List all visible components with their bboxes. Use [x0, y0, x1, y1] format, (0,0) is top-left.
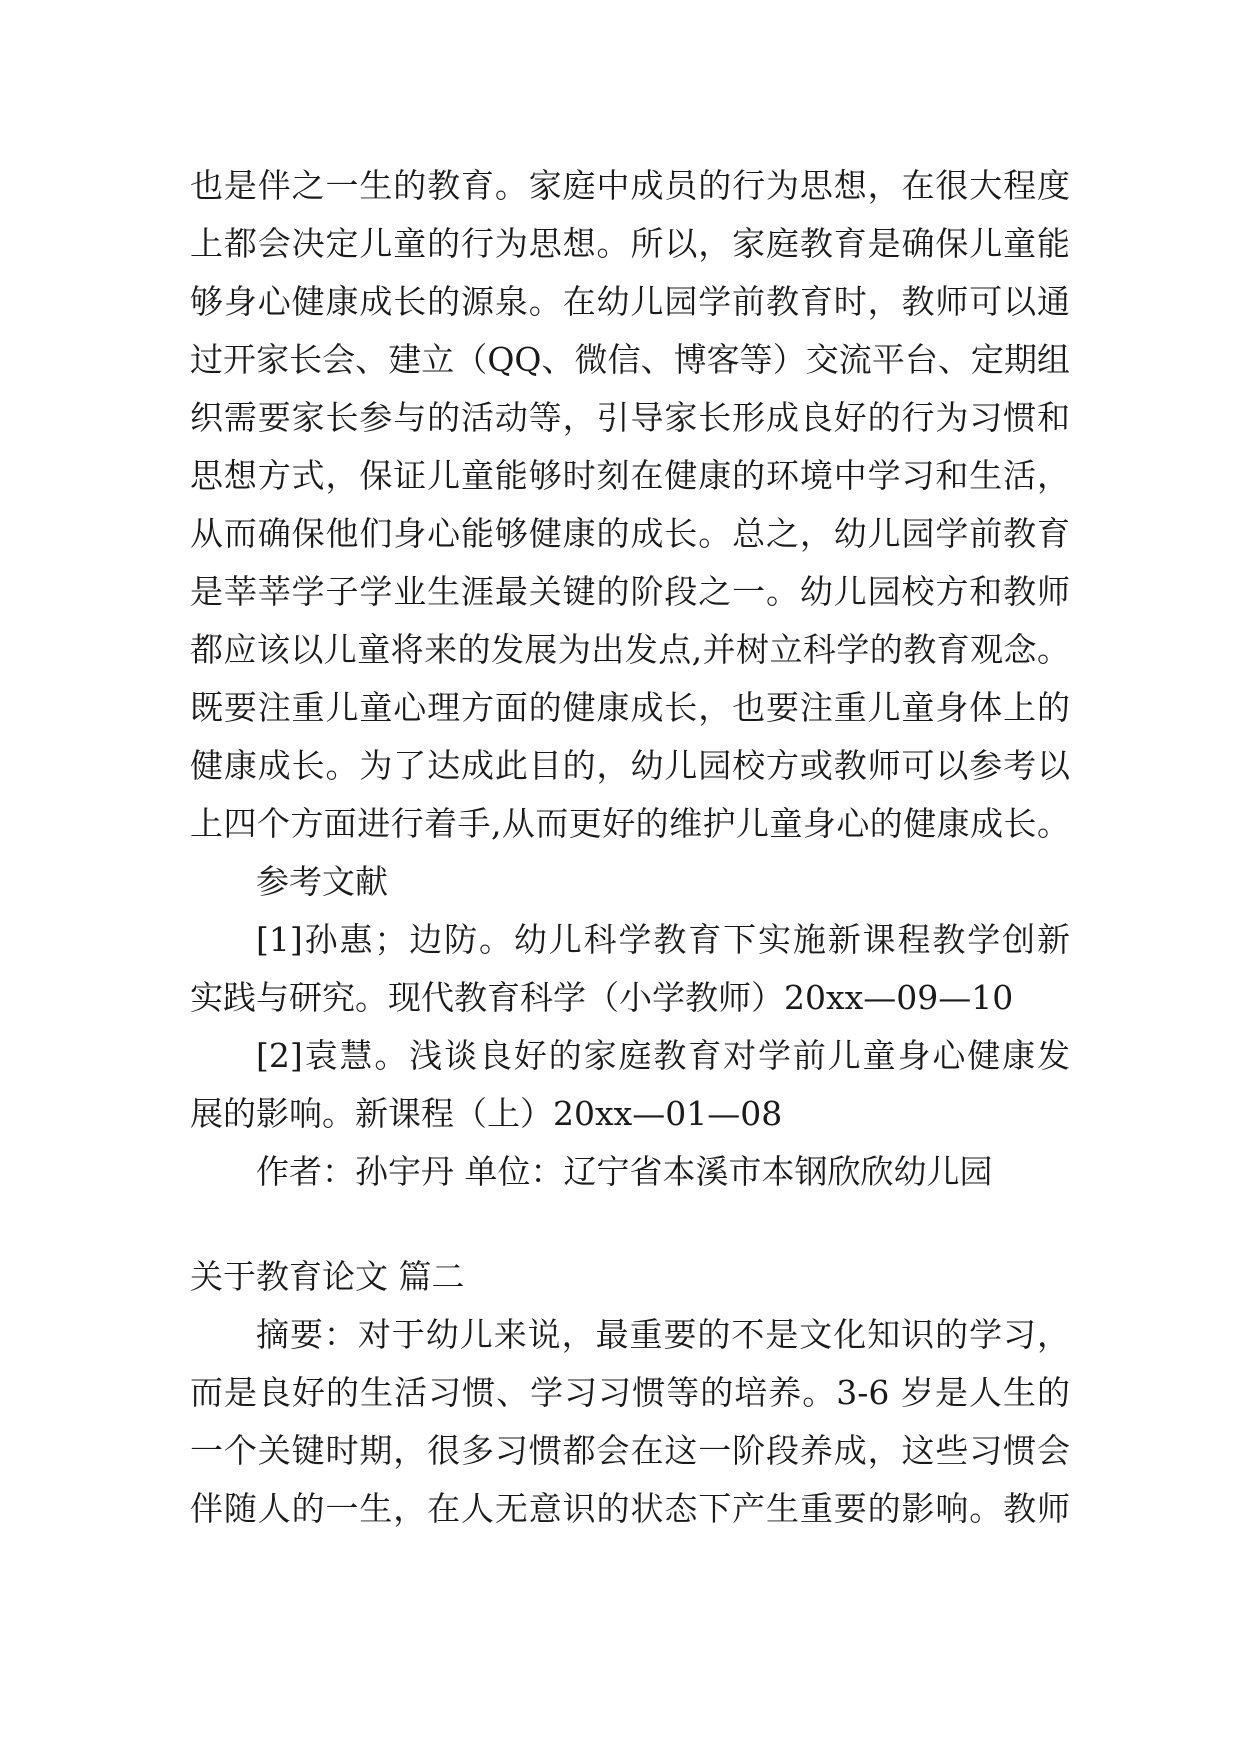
body-text-line: 够身心健康成长的源泉。在幼儿园学前教育时，教师可以通	[190, 282, 1070, 321]
body-text-line: 健康成长。为了达成此目的，幼儿园校方或教师可以参考以	[190, 746, 1070, 785]
abstract-line: 一个关键时期，很多习惯都会在这一阶段养成，这些习惯会	[190, 1431, 1070, 1470]
body-text-line: 从而确保他们身心能够健康的成长。总之，幼儿园学前教育	[190, 514, 1070, 553]
body-text-line: 是莘莘学子学业生涯最关键的阶段之一。幼儿园校方和教师	[190, 572, 1070, 611]
body-text-line: 既要注重儿童心理方面的健康成长，也要注重儿童身体上的	[190, 688, 1070, 727]
reference-item-2-line-2: 展的影响。新课程（上）20xx—01—08	[190, 1094, 783, 1133]
abstract-line: 伴随人的一生，在人无意识的状态下产生重要的影响。教师	[190, 1489, 1070, 1528]
body-text-line: 都应该以儿童将来的发展为出发点,并树立科学的教育观念。	[190, 630, 1070, 669]
body-text-line: 过开家长会、建立（QQ、微信、博客等）交流平台、定期组	[190, 340, 1070, 379]
reference-item-1-line-1: [1]孙惠；边防。幼儿科学教育下实施新课程教学创新	[256, 920, 1070, 959]
abstract-line: 而是良好的生活习惯、学习习惯等的培养。3-6 岁是人生的	[190, 1373, 1070, 1412]
body-text-line: 也是伴之一生的教育。家庭中成员的行为思想，在很大程度	[190, 166, 1070, 205]
author-info: 作者：孙宇丹 单位：辽宁省本溪市本钢欣欣幼儿园	[256, 1152, 993, 1191]
section-title: 关于教育论文 篇二	[190, 1257, 465, 1296]
reference-item-1-line-2: 实践与研究。现代教育科学（小学教师）20xx—09—10	[190, 978, 1014, 1017]
references-heading: 参考文献	[256, 862, 388, 901]
body-text-line: 上都会决定儿童的行为思想。所以，家庭教育是确保儿童能	[190, 224, 1070, 263]
abstract-line: 摘要：对于幼儿来说，最重要的不是文化知识的学习，	[256, 1315, 1070, 1354]
reference-item-2-line-1: [2]袁慧。浅谈良好的家庭教育对学前儿童身心健康发	[256, 1036, 1070, 1075]
body-text-line: 思想方式，保证儿童能够时刻在健康的环境中学习和生活，	[190, 456, 1070, 495]
body-text-line: 上四个方面进行着手,从而更好的维护儿童身心的健康成长。	[190, 804, 1070, 843]
body-text-line: 织需要家长参与的活动等，引导家长形成良好的行为习惯和	[190, 398, 1070, 437]
